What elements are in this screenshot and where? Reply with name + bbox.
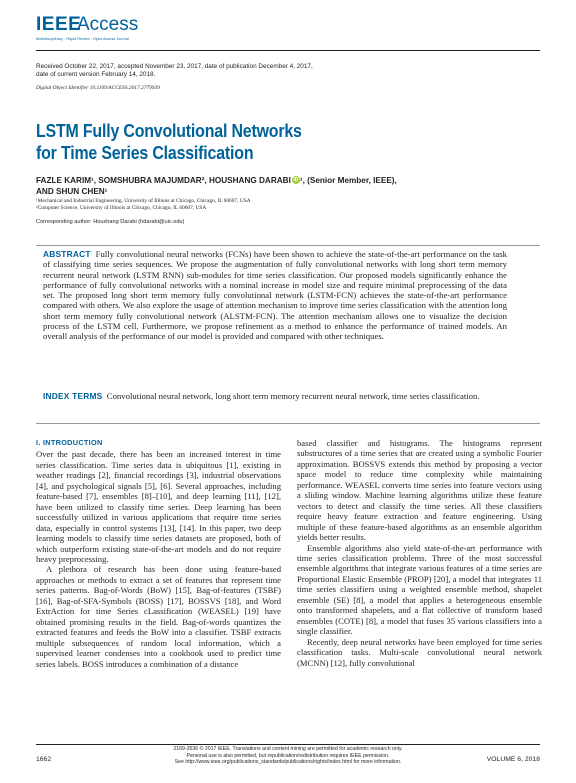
paragraph: Recently, deep neural networks have been employed for time series classification tasks. Multi-scale convolutional neural network (MCNN) [12], fully convolutional: [297, 636, 542, 668]
affiliations: [36, 198, 540, 212]
volume-label: VOLUME 6, 2018: [486, 756, 540, 763]
index-terms: [43, 391, 507, 401]
current-version-line: date of current version February 14, 2018.: [36, 71, 156, 79]
right-column: [297, 438, 542, 668]
authors-line-2: AND SHUN CHEN¹: [36, 186, 108, 196]
corresponding-author: Corresponding author: Houshang Darabi (hdarabi@uic.edu): [36, 219, 185, 225]
index-terms-body: Convolutional neural network, long short term memory recurrent neural network, time series classification.: [106, 391, 480, 401]
paragraph: Ensemble algorithms also yield state-of-the-art performance with time series classification problems. Three of the most successful ensemble algorithms that integrate various features of a time series are Proportional Elastic Ensemble (PROP) [20], a model that integrates 11 time series classifiers using a weighted ensemble method, shapelet ensemble (SE) [8], a model that applies a heterogeneous ensemble onto transformed shapelets, and a flat collective of transform based ensembles (COTE) [8], a model that fuses 35 various classifiers into a single classifier.: [297, 542, 542, 637]
abstract-box: [36, 249, 540, 434]
orcid-icon[interactable]: iD: [293, 177, 299, 183]
publication-dates: [36, 63, 540, 79]
logo-tagline: Multidisciplinary : Rapid Review : Open Access Journal: [36, 37, 129, 41]
abstract: [43, 249, 507, 342]
abstract-top-rule: [36, 245, 540, 246]
copyright-line-3: See http://www.ieee.org/publications_standards/publications/rights/index.html for more information.: [174, 759, 402, 766]
index-terms-heading: INDEX TERMS: [43, 391, 103, 401]
affiliation-2: ²Computer Science, University of Illinois at Chicago, Chicago, IL 60607, USA: [36, 205, 207, 212]
left-column: [36, 438, 281, 669]
abstract-bottom-rule: [36, 423, 540, 424]
paragraph: A plethora of research has been done using feature-based approaches or methods to extract a set of features that represent time series patterns. Bag-of-Words (BoW) [15], Bag-of-features (TSBF) [16], Bag-of-SFA-Symbols (BOSS) [17], BOSSVS [18], and Word ExtrAction for time Series cLassification (WEASEL) [19] have obtained promising results in the field. Bag-of-words quantizes the extracted features and feeds the BoW into a classifier. TSBF extracts multiple subsequences of random local information, which a supervised learner condenses into a cookbook used to predict time series labels. BOSS introduces a combination of a distance: [36, 564, 281, 669]
title-line-2: for Time Series Classification: [36, 142, 254, 163]
copyright-notice: [123, 746, 453, 766]
abstract-heading: ABSTRACT: [43, 249, 91, 259]
authors-line-1: FAZLE KARIM¹, SOMSHUBRA MAJUMDAR², HOUSHANG DARABI: [36, 176, 291, 185]
paragraph: Over the past decade, there has been an increased interest in time series classification. Time series data is ubiquitous [1], existing in weather readings [2], financial recordings [3], industrial observations [4], and psychological signals [5], [6]. Several approaches, including feature-based [7], ensembles [8]–[10], and deep learning [11], [12], have been utilized to classify time series. Deep learning has been successfully utilized in various applications that require time series data, especially in control systems [13], [14]. In this paper, two deep learning models to classify time series datasets are proposed, both of which outperform existing state-of-the-art models and do not require heavy preprocessing.: [36, 449, 281, 564]
received-line: Received October 22, 2017, accepted November 23, 2017, date of publication December 4, 2017,: [36, 63, 313, 70]
doi: Digital Object Identifier 10.1109/ACCESS.2017.2779939: [36, 85, 160, 91]
author-list: [36, 176, 540, 197]
paper-title: [36, 120, 302, 164]
footer-rule: [36, 744, 540, 745]
logo-access: Access: [77, 14, 139, 35]
abstract-body: Fully convolutional neural networks (FCNs) have been shown to achieve the state-of-the-art performance on the task of classifying time series sequences. We propose the augmentation of fully convolutional networks with long short term memory recurrent neural network (LSTM RNN) sub-modules for time series classification. Our proposed models significantly enhance the performance of fully convolutional networks with a nominal increase in model size and require minimal preprocessing of the data set. The proposed long short term memory fully convolutional network (LSTM-FCN) achieves the state-of-the-art performance compared with others. We also explore the usage of attention mechanism to improve time series classification with the attention long short term memory fully convolutional network (ALSTM-FCN). The attention mechanism allows one to visualize the decision process of the LSTM cell. Furthermore, we propose refinement as a method to enhance the performance of trained models. An overall analysis of the performance of our model is provided and compared with other techniques.: [43, 249, 508, 342]
header-rule: [36, 50, 540, 51]
copyright-line-1: 2169-3536 © 2017 IEEE. Translations and content mining are permitted for academic research only.: [173, 746, 403, 752]
paragraph: based classifier and histograms. The histograms represent substructures of a time series that are created using a symbolic Fourier approximation. BOSSVS extends this method by proposing a vector space model to reduce time complexity while maintaining performance. WEASEL converts time series into feature vectors using a sliding window. Machine learning algorithms utilize these feature vectors to detect and classify the time series. All these classifiers require heavy feature extraction and feature engineering. Using multiple of these feature-based algorithms as an ensemble algorithm yields better results.: [297, 438, 542, 543]
section-heading: I. INTRODUCTION: [36, 438, 103, 447]
page-number: 1662: [36, 756, 52, 763]
logo-ieee: IEEE: [36, 14, 82, 35]
affiliation-1: ¹Mechanical and Industrial Engineering, University of Illinois at Chicago, Chicago, IL 60607, USA: [36, 198, 251, 204]
authors-line-1-suffix: ¹, (Senior Member, IEEE),: [299, 176, 397, 185]
copyright-line-2: Personal use is also permitted, but republication/redistribution requires IEEE permission.: [186, 752, 390, 759]
title-line-1: LSTM Fully Convolutional Networks: [36, 120, 302, 141]
